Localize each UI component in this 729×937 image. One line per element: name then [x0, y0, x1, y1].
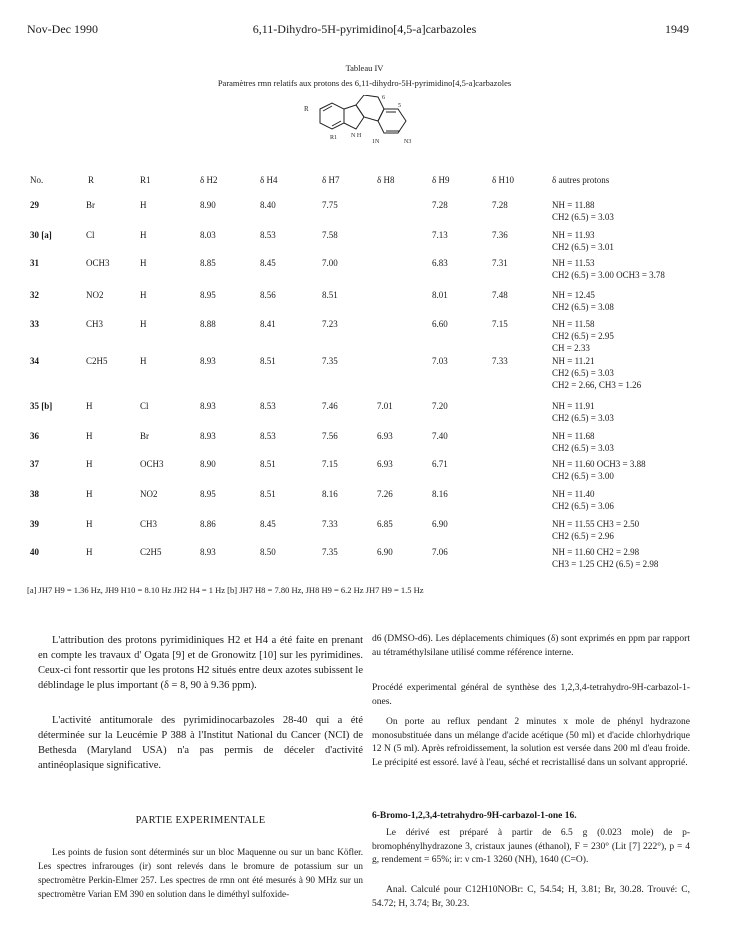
cell-r: H: [86, 459, 93, 469]
cell-no: 36: [30, 431, 39, 441]
cell-other-protons: NH = 11.55 CH3 = 2.50: [552, 519, 640, 529]
cell-other-protons: CH2 (6.5) = 3.01: [552, 242, 614, 252]
cell-r: Cl: [86, 230, 95, 240]
cell-h9: 7.40: [432, 431, 448, 441]
cell-h8: 6.93: [377, 431, 393, 441]
cell-h4: 8.40: [260, 200, 276, 210]
cell-r1: OCH3: [140, 459, 164, 469]
col-header-r: R: [88, 175, 95, 185]
cell-other-protons: CH2 (6.5) = 3.03: [552, 413, 614, 423]
cell-h7: 7.58: [322, 230, 338, 240]
cell-other-protons: NH = 11.88: [552, 200, 595, 210]
cell-other-protons: CH2 (6.5) = 3.03: [552, 368, 614, 378]
cell-h2: 8.95: [200, 489, 216, 499]
col-header-h9: δ H9: [432, 175, 450, 185]
cell-other-protons: NH = 11.93: [552, 230, 595, 240]
cell-r: Br: [86, 200, 95, 210]
cell-h7: 7.75: [322, 200, 338, 210]
cell-no: 33: [30, 319, 39, 329]
cell-h4: 8.45: [260, 519, 276, 529]
cell-r1: H: [140, 290, 147, 300]
cell-no: 32: [30, 290, 39, 300]
right-para-2: Procédé experimental général de synthèse des 1,2,3,4-tetrahydro-9H-carbazol-1-ones.: [372, 683, 690, 707]
cell-h7: 8.16: [322, 489, 338, 499]
cell-r1: H: [140, 230, 147, 240]
cell-other-protons: CH2 (6.5) = 3.03: [552, 212, 614, 222]
cell-h9: 7.03: [432, 356, 448, 366]
cell-h4: 8.51: [260, 459, 276, 469]
cell-h2: 8.03: [200, 230, 216, 240]
cell-h7: 7.15: [322, 459, 338, 469]
cell-h8: 7.26: [377, 489, 393, 499]
right-para-6: Anal. Calculé pour C12H10NOBr: C, 54.54; H, 3.81; Br, 30.28. Trouvé: C, 54.72; H, 3.74; Br, 30.23.: [372, 885, 690, 909]
cell-other-protons: NH = 11.40: [552, 489, 595, 499]
cell-h9: 6.71: [432, 459, 448, 469]
cell-h9: 6.83: [432, 258, 448, 268]
table-subtitle: Paramètres rmn relatifs aux protons des 6,11-dihydro-5H-pyrimidino[4,5-a]carbazoles: [217, 78, 512, 88]
cell-r: H: [86, 519, 93, 529]
cell-r: H: [86, 401, 93, 411]
struct-label-n3: N3: [404, 139, 412, 145]
cell-h2: 8.93: [200, 401, 216, 411]
cell-h10: 7.15: [492, 319, 508, 329]
cell-r1: C2H5: [140, 547, 162, 557]
cell-h2: 8.93: [200, 547, 216, 557]
cell-no: 40: [30, 547, 39, 557]
cell-other-protons: CH2 (6.5) = 3.00: [552, 471, 614, 481]
cell-r: H: [86, 431, 93, 441]
cell-other-protons: NH = 11.68: [552, 431, 595, 441]
col-header-h8: δ H8: [377, 175, 395, 185]
cell-h2: 8.88: [200, 319, 216, 329]
cell-r1: Cl: [140, 401, 149, 411]
cell-h10: 7.33: [492, 356, 508, 366]
cell-no: 39: [30, 519, 39, 529]
cell-h2: 8.86: [200, 519, 216, 529]
cell-r: C2H5: [86, 356, 108, 366]
left-para-2: L'activité antitumorale des pyrimidinocarbazoles 28-40 qui a été déterminée sur la Leucémie P 388 à l'Institut National du Cancer (NCI) de Bethesda (Maryland USA) n'a pas permis de déceler d'activité antinéoplasique significative.: [38, 715, 363, 771]
cell-h10: 7.48: [492, 290, 508, 300]
cell-h8: 6.93: [377, 459, 393, 469]
cell-other-protons: NH = 11.58: [552, 319, 595, 329]
cell-h9: 8.01: [432, 290, 448, 300]
cell-h2: 8.90: [200, 459, 216, 469]
cell-h7: 7.56: [322, 431, 338, 441]
cell-h4: 8.45: [260, 258, 276, 268]
cell-h8: 7.01: [377, 401, 393, 411]
cell-other-protons: CH2 (6.5) = 3.03: [552, 443, 614, 453]
cell-h4: 8.53: [260, 230, 276, 240]
cell-h4: 8.53: [260, 401, 276, 411]
cell-h7: 7.35: [322, 547, 338, 557]
right-para-5: Le dérivé est préparé à partir de 6.5 g (0.023 mole) de p-bromophénylhydrazone 3, cristaux jaunes (éthanol), F = 230° (Lit [7] 222°), p = 4 g, rendement = 65%; ir: ν cm-1 3260 (NH), 1640 (C=O).: [372, 828, 690, 865]
cell-h9: 7.28: [432, 200, 448, 210]
cell-h4: 8.51: [260, 356, 276, 366]
cell-r: OCH3: [86, 258, 110, 268]
col-header-no: No.: [30, 175, 44, 185]
cell-h2: 8.93: [200, 356, 216, 366]
cell-other-protons: CH2 (6.5) = 3.08: [552, 302, 614, 312]
chemical-structure: [302, 95, 442, 167]
cell-h9: 7.20: [432, 401, 448, 411]
cell-h2: 8.95: [200, 290, 216, 300]
cell-h2: 8.85: [200, 258, 216, 268]
cell-other-protons: NH = 11.91: [552, 401, 595, 411]
cell-other-protons: NH = 12.45: [552, 290, 595, 300]
right-para-1: d6 (DMSO-d6). Les déplacements chimiques (δ) sont exprimés en ppm par rapport au tétraméthylsilane utilisé comme référence interne.: [372, 634, 690, 658]
header-title: 6,11-Dihydro-5H-pyrimidino[4,5-a]carbazoles: [252, 22, 477, 36]
cell-r1: H: [140, 258, 147, 268]
cell-r1: H: [140, 200, 147, 210]
cell-h9: 6.90: [432, 519, 448, 529]
struct-label-6: 6: [382, 95, 385, 101]
cell-h4: 8.53: [260, 431, 276, 441]
cell-h4: 8.41: [260, 319, 276, 329]
struct-label-5: 5: [398, 103, 401, 109]
cell-h4: 8.51: [260, 489, 276, 499]
cell-no: 38: [30, 489, 39, 499]
section-title: PARTIE EXPERIMENTALE: [135, 815, 266, 826]
struct-label-nh: N H: [351, 133, 362, 139]
cell-h7: 7.35: [322, 356, 338, 366]
cell-h7: 8.51: [322, 290, 338, 300]
cell-h10: 7.31: [492, 258, 508, 268]
cell-r: H: [86, 547, 93, 557]
cell-r1: H: [140, 319, 147, 329]
cell-r: NO2: [86, 290, 104, 300]
col-header-h4: δ H4: [260, 175, 278, 185]
cell-h7: 7.23: [322, 319, 338, 329]
cell-no: 34: [30, 356, 39, 366]
cell-h10: 7.28: [492, 200, 508, 210]
struct-label-r1: R1: [330, 135, 338, 141]
cell-no: 31: [30, 258, 39, 268]
cell-h2: 8.90: [200, 200, 216, 210]
cell-r1: Br: [140, 431, 149, 441]
cell-h7: 7.33: [322, 519, 338, 529]
cell-h7: 7.46: [322, 401, 338, 411]
col-header-r1: R1: [140, 175, 151, 185]
cell-h9: 8.16: [432, 489, 448, 499]
cell-r: H: [86, 489, 93, 499]
cell-h2: 8.93: [200, 431, 216, 441]
page-number: 1949: [665, 22, 689, 36]
cell-other-protons: CH2 (6.5) = 2.95: [552, 331, 614, 341]
cell-no: 30 [a]: [30, 230, 52, 240]
col-header-h7: δ H7: [322, 175, 340, 185]
cell-h9: 7.13: [432, 230, 448, 240]
right-para-3: On porte au reflux pendant 2 minutes x mole de phényl hydrazone monosubstituée dans un mélange d'acide acétique (50 ml) et d'acide chlorhydrique 12 N (5 ml). Après refroidissement, la solution est versée dans 200 ml d'eau froide. Le précipité est essoré. lavé à l'eau, séché et recristallisé dans un solvant approprié.: [372, 717, 690, 768]
cell-other-protons: CH2 (6.5) = 2.96: [552, 531, 614, 541]
cell-h4: 8.50: [260, 547, 276, 557]
cell-other-protons: NH = 11.60 CH2 = 2.98: [552, 547, 640, 557]
cell-other-protons: CH = 2.33: [552, 343, 590, 353]
cell-other-protons: CH2 (6.5) = 3.06: [552, 501, 614, 511]
header-left: Nov-Dec 1990: [27, 22, 98, 36]
cell-no: 37: [30, 459, 39, 469]
struct-label-r: R: [304, 105, 309, 113]
cell-h7: 7.00: [322, 258, 338, 268]
right-para-4-title: 6-Bromo-1,2,3,4-tetrahydro-9H-carbazol-1-one 16.: [372, 811, 577, 821]
cell-r: CH3: [86, 319, 104, 329]
cell-r1: H: [140, 356, 147, 366]
cell-r1: NO2: [140, 489, 158, 499]
cell-h4: 8.56: [260, 290, 276, 300]
cell-other-protons: CH3 = 1.25 CH2 (6.5) = 2.98: [552, 559, 659, 569]
left-para-1: L'attribution des protons pyrimidiniques H2 et H4 a été faite en prenant en compte les travaux d' Ogata [9] et de Gronowitz [10] sur les pyrimidines. Ceux-ci font ressortir que les protons H2 situés entre deux azotes subissent le déblindage le plus important (δ = 8, 90 à 9.36 ppm).: [38, 635, 363, 691]
cell-no: 29: [30, 200, 39, 210]
cell-other-protons: NH = 11.53: [552, 258, 595, 268]
cell-other-protons: CH2 (6.5) = 3.00 OCH3 = 3.78: [552, 270, 665, 280]
cell-other-protons: NH = 11.60 OCH3 = 3.88: [552, 459, 646, 469]
cell-other-protons: NH = 11.21: [552, 356, 595, 366]
col-header-h10: δ H10: [492, 175, 514, 185]
table-footnote: [a] JH7 H9 = 1.36 Hz, JH9 H10 = 8.10 Hz JH2 H4 = 1 Hz [b] JH7 H8 = 7.80 Hz, JH8 H9 = 6.2 Hz JH7 H9 = 1.5 Hz: [27, 585, 424, 595]
cell-h8: 6.85: [377, 519, 393, 529]
cell-r1: CH3: [140, 519, 158, 529]
table-title: Tableau IV: [345, 63, 384, 73]
cell-h9: 7.06: [432, 547, 448, 557]
struct-label-n1: 1N: [372, 139, 380, 145]
cell-h10: 7.36: [492, 230, 508, 240]
col-header-h2: δ H2: [200, 175, 218, 185]
cell-no: 35 [b]: [30, 401, 53, 411]
col-header-other: δ autres protons: [552, 175, 610, 185]
cell-h8: 6.90: [377, 547, 393, 557]
cell-other-protons: CH2 = 2.66, CH3 = 1.26: [552, 380, 642, 390]
cell-h9: 6.60: [432, 319, 448, 329]
left-para-3: Les points de fusion sont déterminés sur un bloc Maquenne ou sur un banc Köfler. Les spectres infrarouges (ir) sont relevés dans le bromure de potassium sur un spectromètre Perkin-Elmer 257. Les spectres de rmn ont été mesurés à 90 MHz sur un spectromètre Varian EM 390 en solution dans le diméthyl sulfoxide-: [38, 847, 363, 899]
